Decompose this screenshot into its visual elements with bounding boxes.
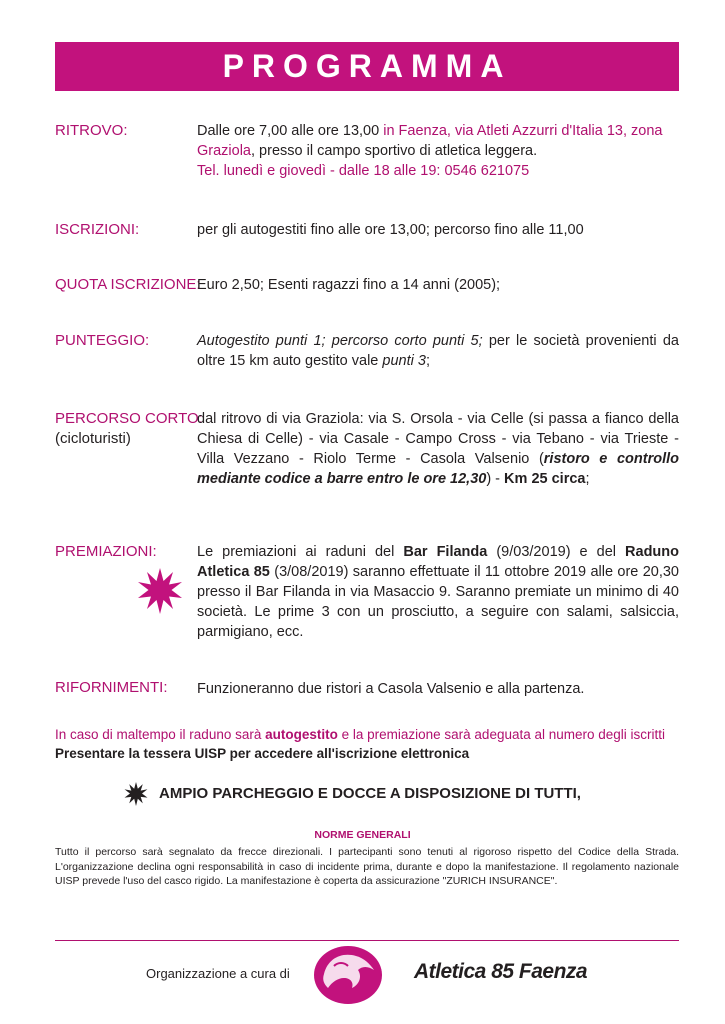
norme-title: NORME GENERALI (314, 829, 411, 841)
burst-star-icon (137, 568, 183, 614)
brand-name: Atletica 85 Faenza (414, 960, 588, 983)
punteggio-text (197, 331, 679, 371)
percorso-route: dal ritrovo di via Graziola: via S. Orsola - via Celle (si passa a fianco della Chiesa di Celle) - via Casale - Campo Cross - via Tebano - via Trieste - Villa Vezzano - Riolo Terme - Casola Valsenio ( (197, 411, 679, 467)
parking-notice: AMPIO PARCHEGGIO E DOCCE A DISPOSIZIONE DI TUTTI, (159, 785, 581, 802)
quota-text: Euro 2,50; Esenti ragazzi fino a 14 anni (2005); (197, 277, 501, 293)
burst-star-icon (124, 782, 148, 806)
ritrovo-phone: Tel. lunedì e giovedì - dalle 18 alle 19: 0546 621075 (197, 163, 530, 179)
premiazioni-details: (3/08/2019) saranno effettuate il 11 ottobre 2019 alle ore 20,30 presso il Bar Filanda in via Masaccio 9. Saranno premiate un minimo di 40 società. Le prime 3 con un prosciutto, a seguire con salami, salsiccia, parmigiano, ecc. (197, 564, 679, 640)
punteggio-note: per le società provenienti da oltre 15 km auto gestito vale (197, 333, 679, 369)
percorso-end: ; (585, 471, 590, 487)
punteggio-end: ; (425, 353, 430, 369)
quota-label: QUOTA ISCRIZIONE: (55, 276, 201, 293)
rifornimenti-text: Funzioneranno due ristori a Casola Valsenio e alla partenza. (197, 681, 585, 697)
norme-text: Tutto il percorso sarà segnalato da frecce direzionali. I partecipanti sono tenuti al rigoroso rispetto del Codice della Strada. L'organizzazione declina ogni responsabilità in caso di incidente prima, durante e dopo la manifestazione. Il regolamento nazionale UISP prevede l'uso del casco rigido. La manifestazione è coperta da assicurazione "ZURICH INSURANCE". (55, 846, 679, 887)
percorso-label (55, 409, 203, 449)
premiazioni-intro: Le premiazioni ai raduni del (197, 544, 404, 560)
premiazioni-text (197, 542, 679, 642)
punteggio-label: PUNTEGGIO: (55, 332, 150, 349)
premiazioni-date-1: (9/03/2019) e del (487, 544, 626, 560)
page-title: PROGRAMMA (55, 42, 679, 91)
punteggio-points: Autogestito punti 1; percorso corto punti 5; (197, 333, 483, 349)
percorso-text (197, 409, 679, 489)
iscrizioni-label: ISCRIZIONI: (55, 221, 140, 238)
organized-by: Organizzazione a cura di (146, 966, 290, 981)
iscrizioni-text: per gli autogestiti fino alle ore 13,00; percorso fino alle 11,00 (197, 222, 584, 238)
uisp-notice: Presentare la tessera UISP per accedere all'iscrizione elettronica (55, 746, 470, 761)
premiazioni-bar-filanda: Bar Filanda (403, 544, 488, 560)
percorso-distance: Km 25 circa (504, 471, 586, 487)
divider (55, 940, 679, 941)
percorso-sep: ) - (486, 471, 505, 487)
percorso-label-main: PERCORSO CORTO: (55, 410, 203, 427)
percorso-checkpoint: ristoro e controllo mediante codice a barre entro le ore 12,30 (197, 451, 679, 487)
weather-notice (55, 725, 665, 744)
weather-notice-self: autogestito (265, 727, 338, 742)
premiazioni-raduno: Raduno Atletica 85 (197, 544, 679, 580)
weather-notice-end: e la premiazione sarà adeguata al numero degli iscritti (337, 727, 666, 742)
punteggio-extra: punti 3 (382, 353, 426, 369)
ritrovo-venue: , presso il campo sportivo di atletica leggera. (251, 143, 538, 159)
rifornimenti-label: RIFORNIMENTI: (55, 679, 168, 696)
premiazioni-label: PREMIAZIONI: (55, 543, 157, 560)
ritrovo-hours: Dalle ore 7,00 alle ore 13,00 (197, 123, 380, 139)
ritrovo-label: RITROVO: (55, 122, 128, 139)
atletica-logo-icon (312, 944, 384, 1006)
percorso-sublabel: (cicloturisti) (55, 430, 131, 447)
ritrovo-text (197, 121, 679, 181)
weather-notice-intro: In caso di maltempo il raduno sarà (55, 727, 266, 742)
ritrovo-location: in Faenza, via Atleti Azzurri d'Italia 13, zona Graziola (197, 123, 663, 159)
